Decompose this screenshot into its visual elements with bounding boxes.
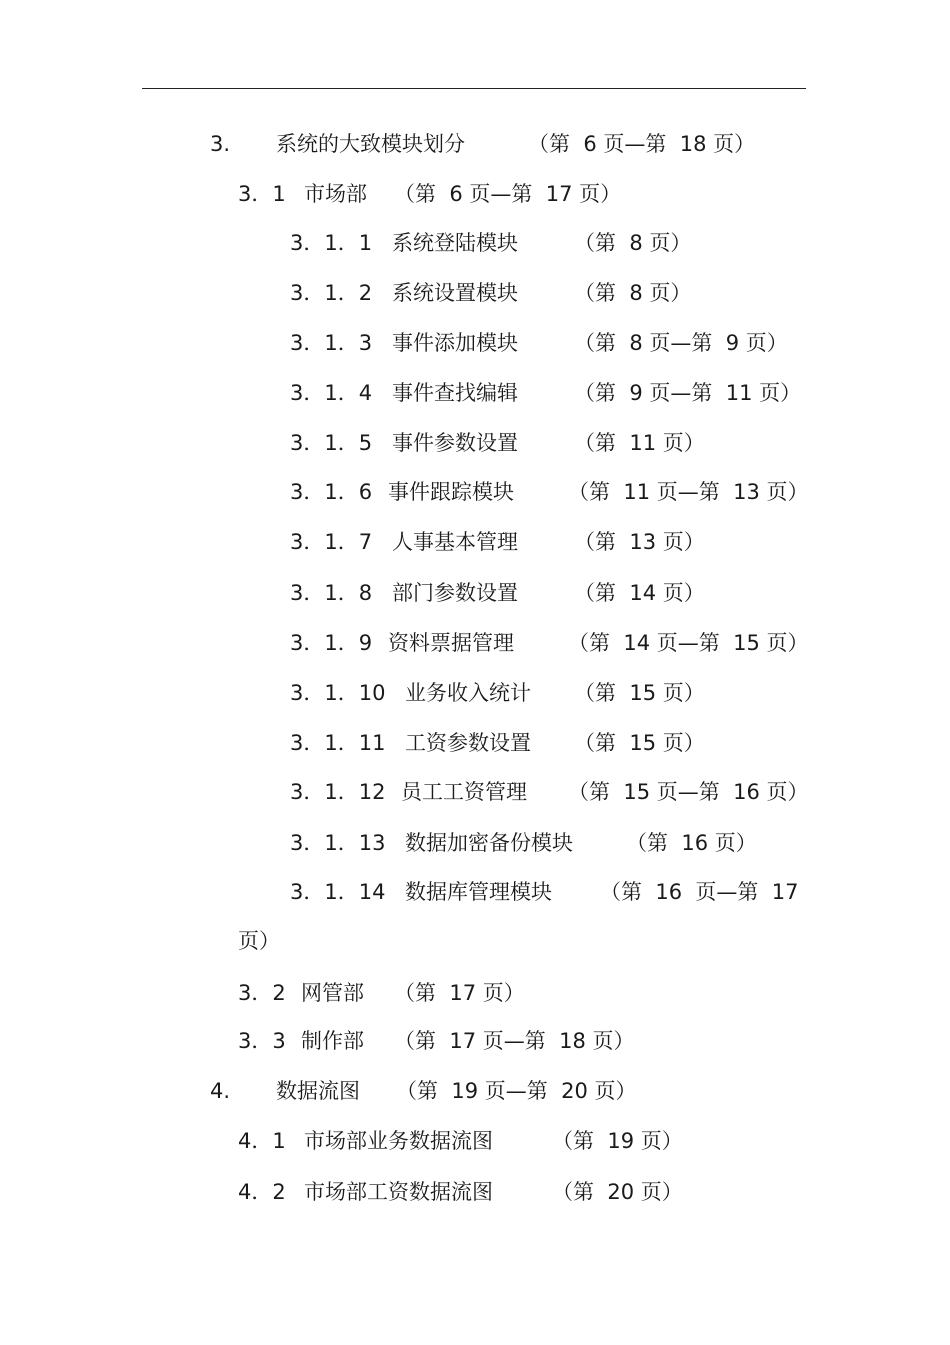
toc-number: 3. <box>210 132 231 156</box>
toc-number: 3．2 <box>238 981 286 1005</box>
toc-pages: （第 16 页—第 17 <box>600 880 799 904</box>
toc-pages: （第 9 页—第 11 页） <box>574 381 802 405</box>
toc-title: 事件查找编辑 <box>392 381 518 405</box>
toc-title: 市场部业务数据流图 <box>304 1129 493 1153</box>
toc-number: 3．1．4 <box>290 381 373 405</box>
toc-title: 人事基本管理 <box>392 530 518 554</box>
toc-number: 4．2 <box>238 1180 286 1204</box>
toc-number: 3．1．6 <box>290 480 373 504</box>
toc-title: 资料票据管理 <box>388 631 514 655</box>
toc-pages: （第 8 页—第 9 页） <box>574 331 788 355</box>
toc-title: 事件添加模块 <box>392 331 518 355</box>
toc-pages: （第 15 页—第 16 页） <box>568 780 809 804</box>
toc-pages: （第 11 页—第 13 页） <box>568 480 809 504</box>
toc-number: 3．1 <box>238 182 286 206</box>
toc-number: 3．1．12 <box>290 780 386 804</box>
toc-pages: （第 6 页—第 17 页） <box>394 182 622 206</box>
toc-number: 4．1 <box>238 1129 286 1153</box>
header-rule <box>142 88 806 89</box>
toc-title: 部门参数设置 <box>392 581 518 605</box>
toc-number: 3．1．9 <box>290 631 373 655</box>
toc-pages: （第 19 页—第 20 页） <box>396 1079 637 1103</box>
toc-number: 3．1．7 <box>290 530 373 554</box>
toc-pages: （第 19 页） <box>552 1129 683 1153</box>
toc-title: 市场部工资数据流图 <box>304 1180 493 1204</box>
toc-title: 市场部 <box>304 182 367 206</box>
toc-pages-continued: 页） <box>238 929 280 953</box>
toc-number: 3．1．2 <box>290 281 373 305</box>
toc-pages: （第 15 页） <box>574 681 705 705</box>
toc-number: 3．1．13 <box>290 831 386 855</box>
toc-title: 事件参数设置 <box>392 431 518 455</box>
toc-number: 3．3 <box>238 1029 286 1053</box>
toc-pages: （第 13 页） <box>574 530 705 554</box>
toc-title: 数据库管理模块 <box>405 880 552 904</box>
toc-number: 3．1．1 <box>290 231 373 255</box>
toc-title: 事件跟踪模块 <box>388 480 514 504</box>
toc-title: 业务收入统计 <box>405 681 531 705</box>
toc-title: 数据流图 <box>276 1079 360 1103</box>
toc-number: 3．1．14 <box>290 880 386 904</box>
toc-pages: （第 14 页—第 15 页） <box>568 631 809 655</box>
toc-pages: （第 8 页） <box>574 281 692 305</box>
toc-pages: （第 8 页） <box>574 231 692 255</box>
toc-number: 3．1．11 <box>290 731 386 755</box>
toc-pages: （第 20 页） <box>552 1180 683 1204</box>
toc-number: 3．1．3 <box>290 331 373 355</box>
toc-pages: （第 15 页） <box>574 731 705 755</box>
toc-pages: （第 16 页） <box>626 831 757 855</box>
toc-pages: （第 14 页） <box>574 581 705 605</box>
toc-number: 3．1．10 <box>290 681 386 705</box>
toc-title: 制作部 <box>301 1029 364 1053</box>
toc-number: 4. <box>210 1079 231 1103</box>
toc-title: 员工工资管理 <box>401 780 527 804</box>
toc-number: 3．1．8 <box>290 581 373 605</box>
toc-pages: （第 17 页—第 18 页） <box>394 1029 635 1053</box>
toc-pages: （第 17 页） <box>394 981 525 1005</box>
toc-title: 系统设置模块 <box>392 281 518 305</box>
toc-pages: （第 6 页—第 18 页） <box>528 132 756 156</box>
toc-title: 系统的大致模块划分 <box>276 132 465 156</box>
toc-title: 系统登陆模块 <box>392 231 518 255</box>
toc-number: 3．1．5 <box>290 431 373 455</box>
toc-title: 工资参数设置 <box>405 731 531 755</box>
toc-title: 网管部 <box>301 981 364 1005</box>
toc-pages: （第 11 页） <box>574 431 705 455</box>
toc-title: 数据加密备份模块 <box>405 831 573 855</box>
